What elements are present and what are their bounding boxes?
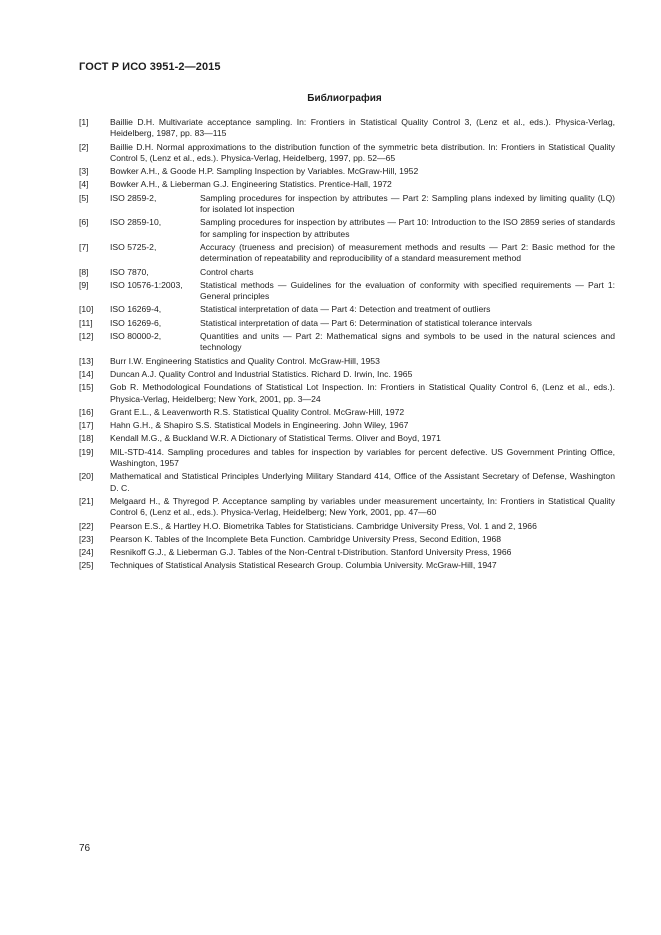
entry-text: Resnikoff G.J., & Lieberman G.J. Tables of the Non-Central t-Distribution. Stanford University Press, 1966 — [110, 547, 512, 558]
entry-number: [9] — [79, 279, 89, 290]
bibliography-entry — [79, 331, 615, 354]
entry-number: [5] — [79, 192, 89, 203]
entry-standard-code: ISO 10576-1:2003, — [110, 279, 183, 290]
entry-number: [10] — [79, 304, 94, 315]
bibliography-entry — [79, 496, 615, 519]
entry-number: [8] — [79, 266, 89, 277]
entry-number: [4] — [79, 179, 89, 190]
entry-standard-code: ISO 16269-6, — [110, 317, 162, 328]
entry-standard-code: ISO 7870, — [110, 266, 149, 277]
bibliography-list — [79, 117, 615, 574]
entry-standard-code: ISO 80000-2, — [110, 331, 162, 342]
entry-number: [13] — [79, 355, 94, 366]
entry-number: [7] — [79, 241, 89, 252]
bibliography-entry — [79, 117, 615, 140]
document-header: ГОСТ Р ИСО 3951-2—2015 — [79, 61, 221, 73]
bibliography-entry — [79, 193, 615, 216]
entry-number: [6] — [79, 217, 89, 228]
entry-text: Gob R. Methodological Foundations of Statistical Lot Inspection. In: Frontiers in Statistical Quality Control 6, (Lenz et al., eds.). Physica-Verlag, Heidelberg; New York, 2001, pp. 3—24 — [110, 382, 615, 404]
bibliography-entry — [79, 142, 615, 165]
entry-text: Duncan A.J. Quality Control and Industrial Statistics. Richard D. Irwin, Inc. 1965 — [110, 368, 413, 379]
entry-text: Baillie D.H. Multivariate acceptance sampling. In: Frontiers in Statistical Quality Control 3, (Lenz et al., eds.). Physica-Verlag, Heidelberg, 1987, pp. 83—115 — [110, 117, 615, 139]
bibliography-entry — [79, 318, 615, 329]
bibliography-entry — [79, 280, 615, 303]
entry-standard-code: ISO 2859-10, — [110, 217, 162, 228]
entry-number: [17] — [79, 420, 94, 431]
entry-text: Accuracy (trueness and precision) of measurement methods and results — Part 2: Basic method for the determination of repeatability and reproducibility of a standard measurement method — [200, 241, 615, 264]
entry-number: [21] — [79, 495, 94, 506]
bibliography-entry — [79, 407, 615, 418]
entry-number: [14] — [79, 368, 94, 379]
bibliography-entry — [79, 560, 615, 571]
entry-text: Burr I.W. Engineering Statistics and Quality Control. McGraw-Hill, 1953 — [110, 355, 380, 366]
entry-text: Statistical methods — Guidelines for the evaluation of conformity with specified requirements — Part 1: General principles — [200, 279, 615, 302]
entry-text: Melgaard H., & Thyregod P. Acceptance sampling by variables under measurement uncertainty, In: Frontiers in Statistical Quality Control 6, (Lenz et al., eds.). Physica-Verlag, Heidelberg; New York, 2001, pp. 47—60 — [110, 495, 615, 518]
page-number: 76 — [79, 843, 91, 854]
bibliography-entry — [79, 471, 615, 494]
entry-text: Control charts — [200, 266, 254, 277]
entry-text: Sampling procedures for inspection by attributes — Part 2: Sampling plans indexed by limiting quality (LQ) for isolated lot inspection — [200, 192, 615, 215]
entry-number: [1] — [79, 117, 89, 127]
entry-standard-code: ISO 16269-4, — [110, 304, 162, 315]
bibliography-entry — [79, 382, 615, 405]
entry-number: [20] — [79, 471, 94, 482]
bibliography-entry — [79, 534, 615, 545]
entry-number: [22] — [79, 520, 94, 531]
entry-number: [12] — [79, 331, 94, 342]
entry-number: [18] — [79, 433, 94, 444]
entry-text: Techniques of Statistical Analysis Statistical Research Group. Columbia University. McGraw-Hill, 1947 — [110, 560, 497, 571]
entry-text: Pearson K. Tables of the Incomplete Beta Function. Cambridge University Press, Second Edition, 1968 — [110, 533, 502, 544]
entry-text: Baillie D.H. Normal approximations to the distribution function of the symmetric beta distribution. In: Frontiers in Statistical Quality Control 5, (Lenz et al., eds.). Physica-Verlag, Heidelberg, 1997, pp. 52—65 — [110, 141, 615, 163]
entry-text: Grant E.L., & Leavenworth R.S. Statistical Quality Control. McGraw-Hill, 1972 — [110, 406, 405, 417]
entry-number: [25] — [79, 560, 94, 571]
bibliography-entry — [79, 547, 615, 558]
entry-standard-code: ISO 5725-2, — [110, 241, 157, 252]
bibliography-entry — [79, 447, 615, 470]
entry-text: Statistical interpretation of data — Part 4: Detection and treatment of outliers — [200, 304, 491, 315]
entry-standard-code: ISO 2859-2, — [110, 192, 157, 203]
bibliography-entry — [79, 267, 615, 278]
entry-text: Mathematical and Statistical Principles Underlying Military Standard 414, Office of the Assistant Secretary of Defense, Washington D. C. — [110, 471, 615, 493]
entry-number: [15] — [79, 382, 94, 393]
bibliography-entry — [79, 433, 615, 444]
bibliography-entry — [79, 521, 615, 532]
entry-text: Statistical interpretation of data — Part 6: Determination of statistical tolerance intervals — [200, 317, 532, 328]
entry-number: [23] — [79, 533, 94, 544]
entry-text: Sampling procedures for inspection by attributes — Part 10: Introduction to the ISO 2859 series of standards for sampling for inspection by attributes — [200, 217, 615, 239]
entry-text: Kendall M.G., & Buckland W.R. A Dictionary of Statistical Terms. Oliver and Boyd, 1971 — [110, 433, 441, 444]
entry-number: [24] — [79, 547, 94, 558]
bibliography-entry — [79, 420, 615, 431]
bibliography-entry — [79, 166, 615, 177]
entry-text: Hahn G.H., & Shapiro S.S. Statistical Models in Engineering. John Wiley, 1967 — [110, 420, 409, 431]
bibliography-entry — [79, 179, 615, 190]
section-title: Библиография — [307, 93, 382, 104]
entry-text: Bowker A.H., & Lieberman G.J. Engineering Statistics. Prentice-Hall, 1972 — [110, 179, 392, 190]
entry-text: Quantities and units — Part 2: Mathematical signs and symbols to be used in the natural sciences and technology — [200, 331, 615, 353]
entry-text: Bowker A.H., & Goode H.P. Sampling Inspection by Variables. McGraw-Hill, 1952 — [110, 166, 419, 177]
entry-text: MIL-STD-414. Sampling procedures and tables for inspection by variables for percent defective. US Government Printing Office, Washington, 1957 — [110, 446, 615, 469]
entry-number: [16] — [79, 406, 94, 417]
entry-number: [19] — [79, 446, 94, 457]
bibliography-entry — [79, 217, 615, 240]
bibliography-entry — [79, 242, 615, 265]
entry-text: Pearson E.S., & Hartley H.O. Biometrika Tables for Statisticians. Cambridge University Press, Vol. 1 and 2, 1966 — [110, 520, 537, 531]
bibliography-entry — [79, 304, 615, 315]
entry-number: [3] — [79, 166, 89, 177]
entry-number: [11] — [79, 317, 93, 328]
bibliography-entry — [79, 356, 615, 367]
entry-number: [2] — [79, 141, 89, 152]
bibliography-entry — [79, 369, 615, 380]
